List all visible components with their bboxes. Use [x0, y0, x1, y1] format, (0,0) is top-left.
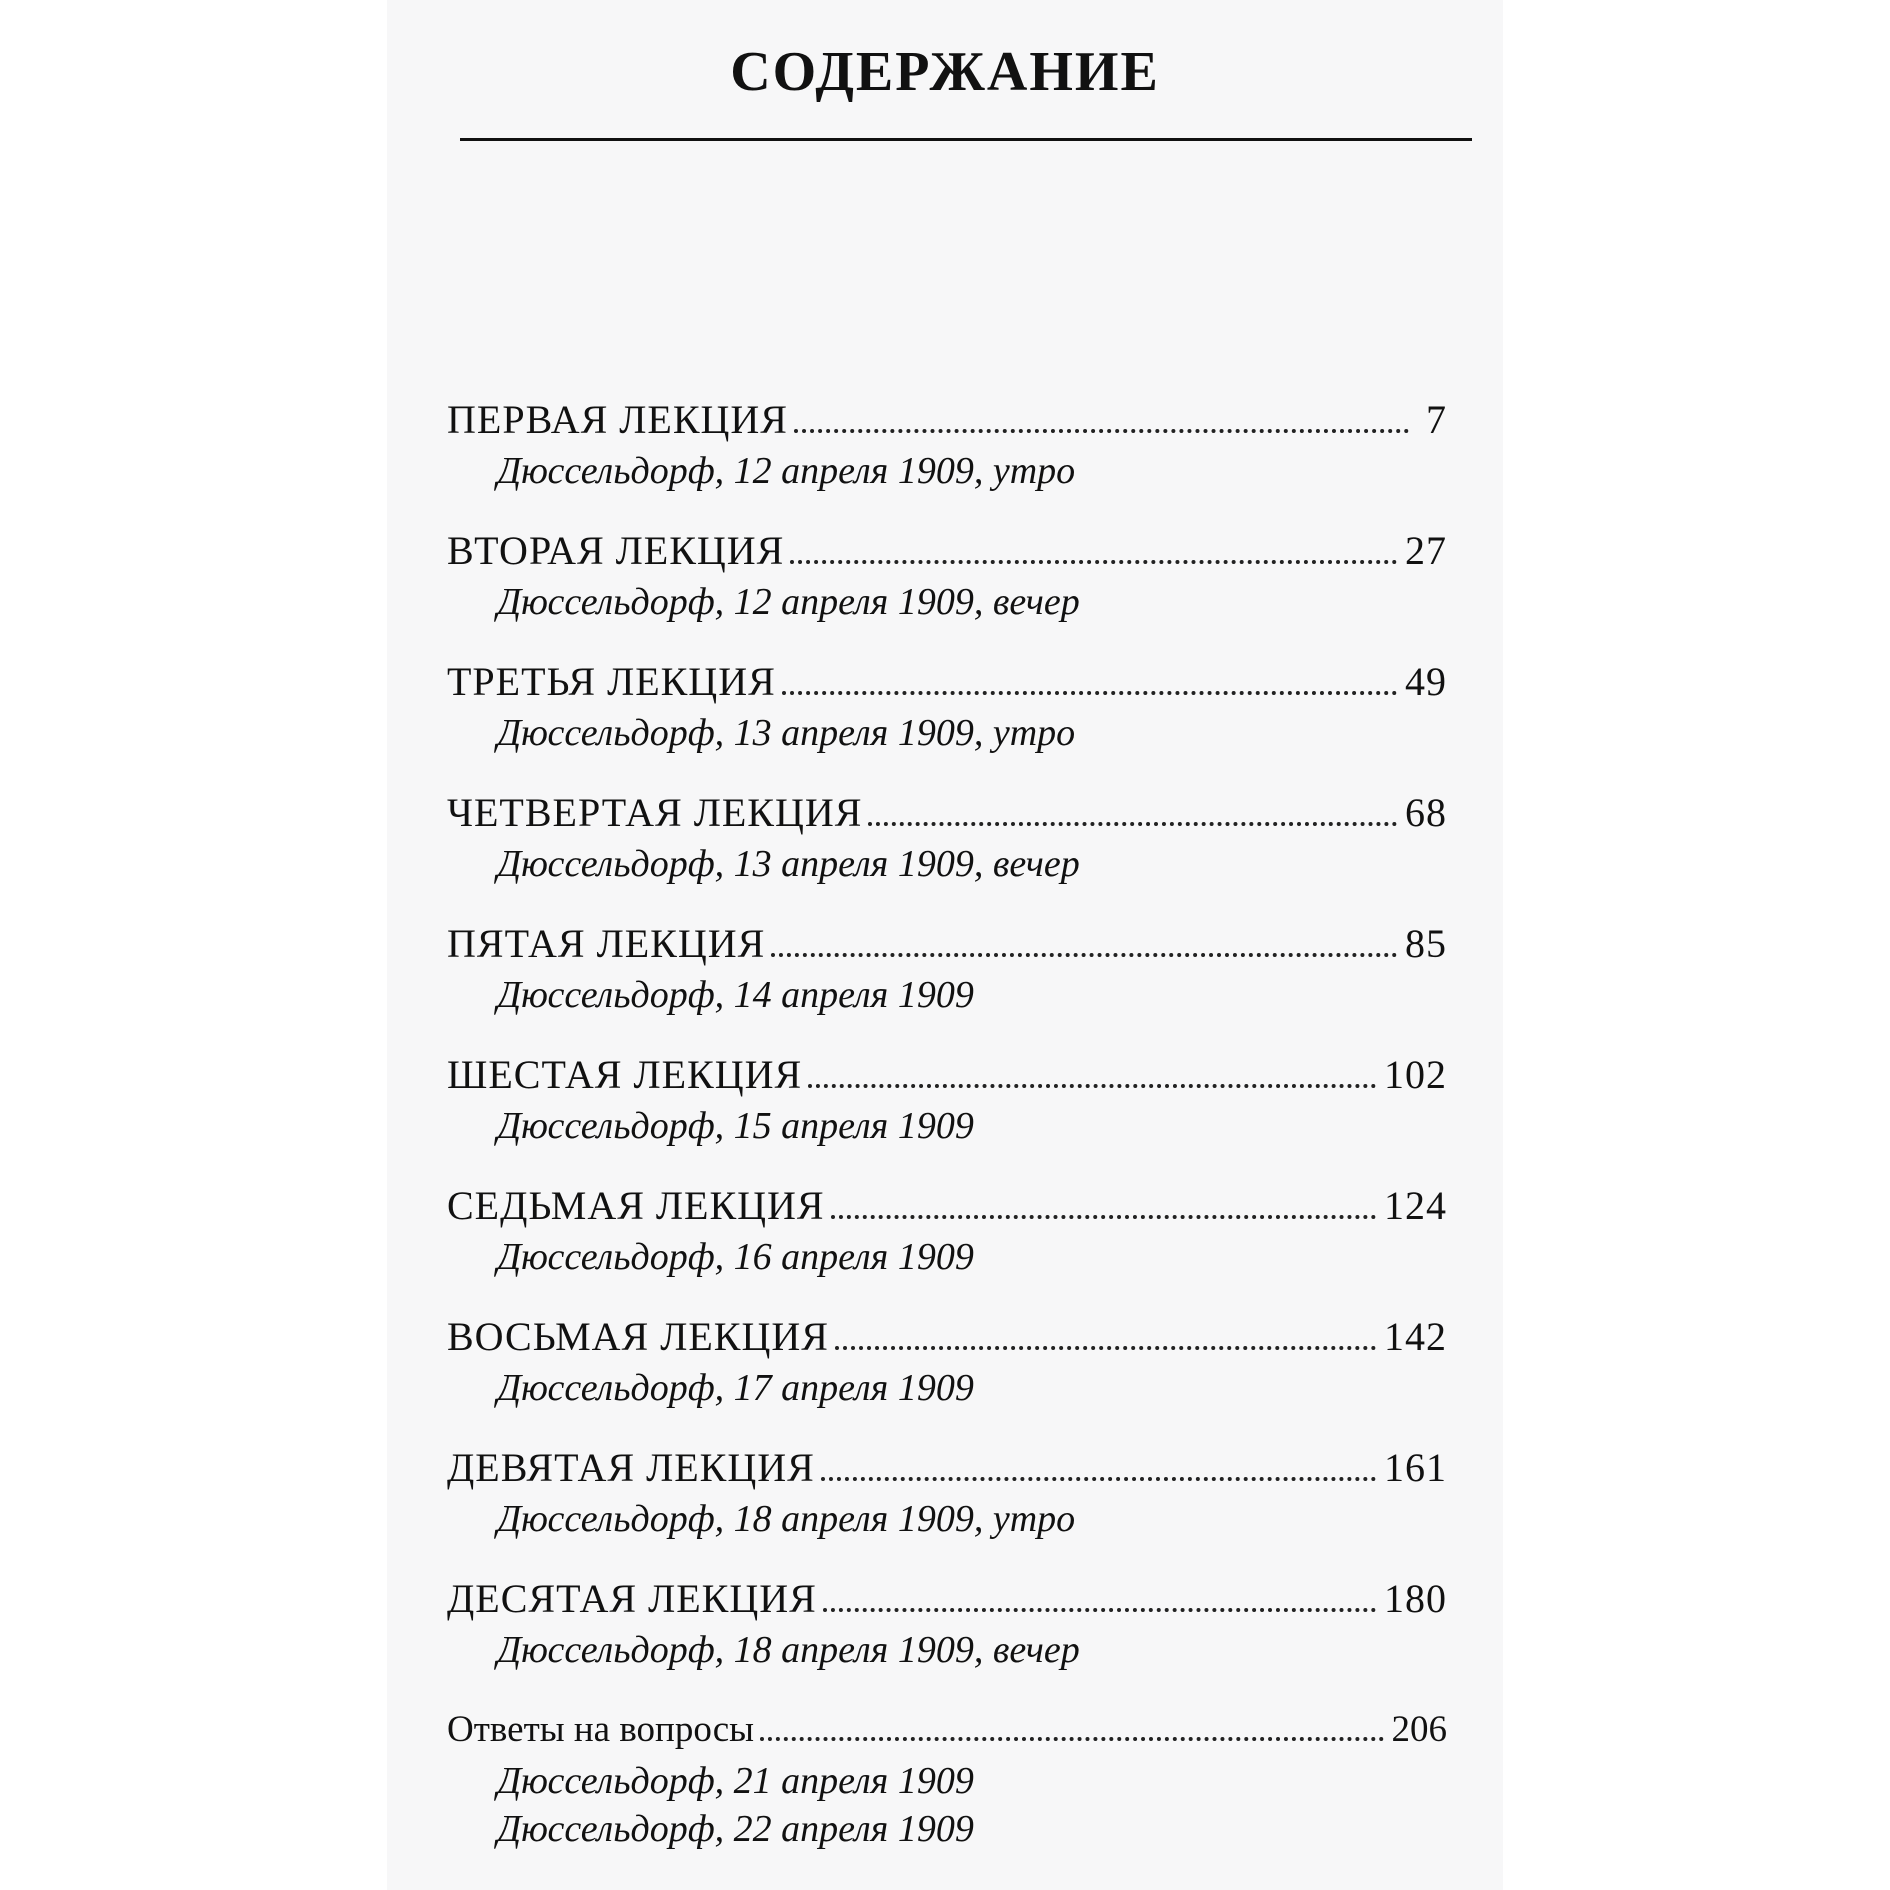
dot-leader [835, 1346, 1376, 1350]
toc-entry-title: Ответы на вопросы [447, 1709, 755, 1750]
toc-entry-line [447, 524, 1447, 578]
toc-entry-page: 49 [1405, 659, 1447, 704]
toc-entry-line [447, 393, 1447, 447]
toc-entry-subtitle: Дюссельдорф, 16 апреля 1909 [497, 1236, 974, 1278]
dot-leader [760, 1737, 1383, 1741]
toc-entry-title: ДЕВЯТАЯ ЛЕКЦИЯ [447, 1445, 815, 1490]
dot-leader [823, 1608, 1376, 1612]
toc-entry-subtitle: Дюссельдорф, 13 апреля 1909, вечер [497, 843, 1080, 885]
toc-entry-subtitle: Дюссельдорф, 12 апреля 1909, утро [497, 450, 1076, 492]
dot-leader [794, 429, 1409, 433]
dot-leader [808, 1084, 1376, 1088]
table-of-contents [447, 393, 1447, 1850]
toc-entry-title: ПЯТАЯ ЛЕКЦИЯ [447, 921, 766, 966]
dot-leader [782, 691, 1397, 695]
toc-entry-line [447, 1048, 1447, 1102]
toc-entry[interactable] [447, 393, 1447, 524]
dot-leader [821, 1477, 1376, 1481]
toc-entry-title: ВОСЬМАЯ ЛЕКЦИЯ [447, 1314, 829, 1359]
toc-entry-line [447, 917, 1447, 971]
toc-entry-subtitle: Дюссельдорф, 14 апреля 1909 [497, 974, 974, 1016]
toc-entry-subtitle: Дюссельдорф, 22 апреля 1909 [497, 1808, 974, 1850]
toc-entry[interactable] [447, 524, 1447, 655]
toc-entry-subtitle: Дюссельдорф, 18 апреля 1909, утро [497, 1498, 1076, 1540]
toc-entry[interactable] [447, 655, 1447, 786]
toc-entry-line [447, 1703, 1447, 1757]
toc-entry-subtitle: Дюссельдорф, 13 апреля 1909, утро [497, 712, 1076, 754]
toc-entry-page: 161 [1384, 1445, 1447, 1490]
toc-entry[interactable] [447, 1048, 1447, 1179]
toc-entry-title: ШЕСТАЯ ЛЕКЦИЯ [447, 1052, 803, 1097]
toc-entry-page: 85 [1405, 921, 1447, 966]
toc-entry-page: 7 [1426, 397, 1447, 442]
book-page [387, 0, 1503, 1890]
toc-entry[interactable] [447, 1703, 1447, 1850]
toc-entry-title: СЕДЬМАЯ ЛЕКЦИЯ [447, 1183, 825, 1228]
toc-entry-title: ДЕСЯТАЯ ЛЕКЦИЯ [447, 1576, 817, 1621]
toc-entry-line [447, 1572, 1447, 1626]
toc-entry-subtitle: Дюссельдорф, 17 апреля 1909 [497, 1367, 974, 1409]
toc-entry-title: ПЕРВАЯ ЛЕКЦИЯ [447, 397, 788, 442]
toc-entry-subtitle: Дюссельдорф, 15 апреля 1909 [497, 1105, 974, 1147]
toc-entry-subtitle: Дюссельдорф, 21 апреля 1909 [497, 1760, 974, 1802]
toc-entry-page: 206 [1391, 1709, 1447, 1750]
toc-entry-line [447, 1441, 1447, 1495]
dot-leader [790, 560, 1397, 564]
toc-entry[interactable] [447, 917, 1447, 1048]
toc-entry[interactable] [447, 1572, 1447, 1703]
toc-entry-subtitle: Дюссельдорф, 12 апреля 1909, вечер [497, 581, 1080, 623]
toc-entry-page: 27 [1405, 528, 1447, 573]
toc-entry-page: 102 [1384, 1052, 1447, 1097]
dot-leader [868, 822, 1397, 826]
toc-entry-title: ТРЕТЬЯ ЛЕКЦИЯ [447, 659, 776, 704]
toc-entry[interactable] [447, 1310, 1447, 1441]
toc-entry-page: 124 [1384, 1183, 1447, 1228]
title-rule [460, 138, 1472, 141]
toc-entry[interactable] [447, 1179, 1447, 1310]
toc-entry-title: ЧЕТВЕРТАЯ ЛЕКЦИЯ [447, 790, 863, 835]
toc-entry-line [447, 1310, 1447, 1364]
toc-entry-line [447, 786, 1447, 840]
dot-leader [771, 953, 1397, 957]
toc-entry[interactable] [447, 786, 1447, 917]
page-title: СОДЕРЖАНИЕ [730, 41, 1160, 103]
toc-entry[interactable] [447, 1441, 1447, 1572]
toc-entry-page: 68 [1405, 790, 1447, 835]
toc-entry-line [447, 655, 1447, 709]
toc-entry-page: 180 [1384, 1576, 1447, 1621]
toc-entry-subtitle: Дюссельдорф, 18 апреля 1909, вечер [497, 1629, 1080, 1671]
dot-leader [831, 1215, 1376, 1219]
toc-entry-page: 142 [1384, 1314, 1447, 1359]
toc-entry-line [447, 1179, 1447, 1233]
toc-entry-title: ВТОРАЯ ЛЕКЦИЯ [447, 528, 785, 573]
